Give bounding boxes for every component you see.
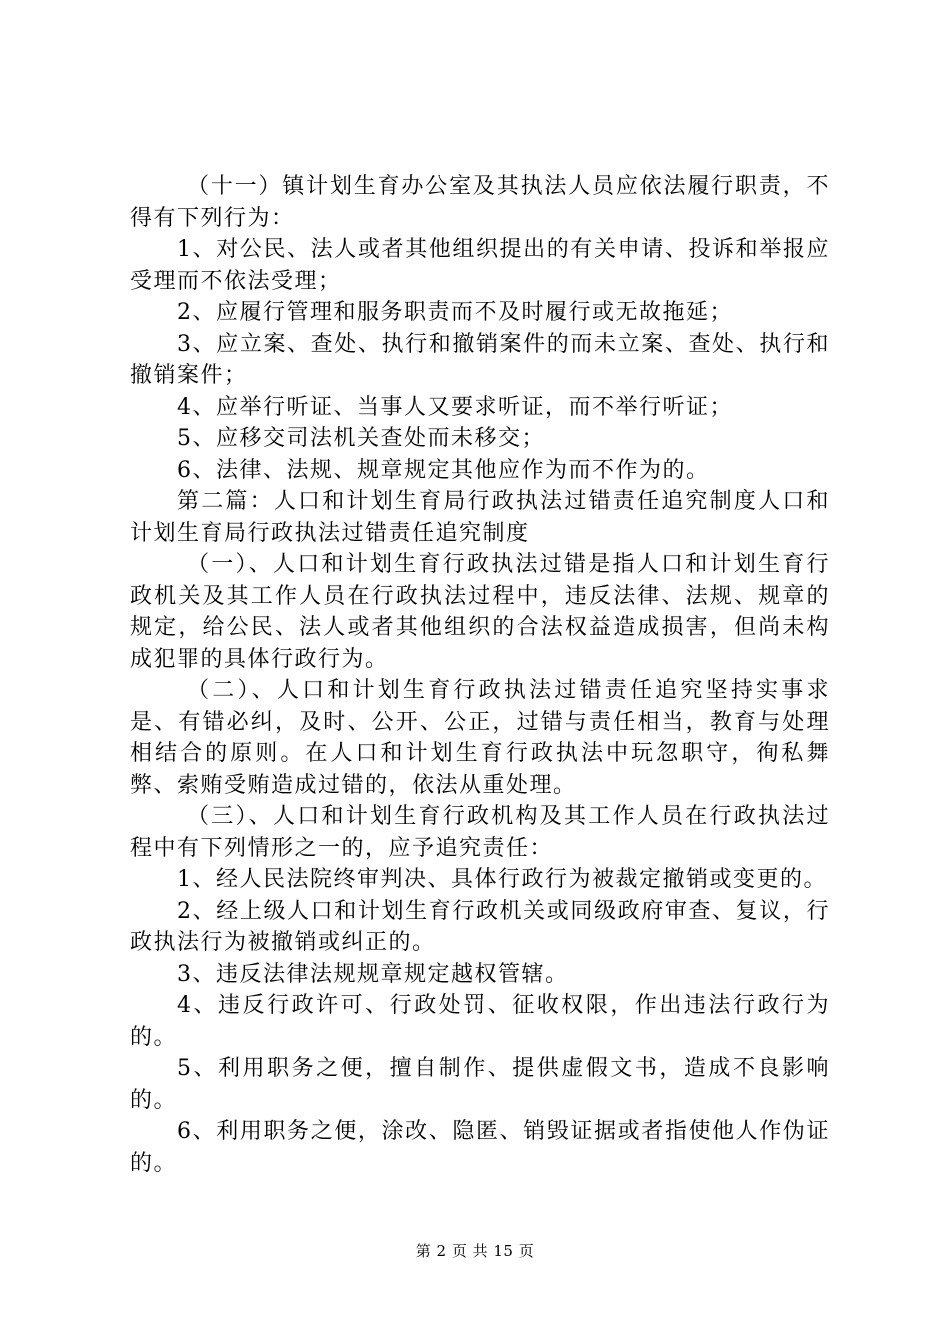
paragraph: 1、对公民、法人或者其他组织提出的有关申请、投诉和举报应受理而不依法受理； — [130, 237, 830, 294]
paragraph: 6、利用职务之便，涂改、隐匿、销毁证据或者指使他人作伪证的。 — [130, 1119, 830, 1176]
paragraph: 1、经人民法院终审判决、具体行政行为被裁定撤销或变更的。 — [177, 867, 827, 892]
page-footer: 第 2 页 共 15 页 — [415, 1242, 535, 1260]
paragraph: 5、应移交司法机关查处而未移交； — [177, 426, 545, 451]
paragraph: 3、应立案、查处、执行和撤销案件的而未立案、查处、执行和撤销案件； — [130, 331, 830, 388]
paragraph: 2、应履行管理和服务职责而不及时履行或无故拖延； — [177, 300, 733, 325]
paragraph: （一）、人口和计划生育行政执法过错是指人口和计划生育行政机关及其工作人员在行政执法过程中，违反法律、法规、规章的规定，给公民、法人或者其他组织的合法权益造成损害，但尚未构成犯罪的具体行政行为。 — [130, 552, 830, 672]
paragraph: 4、应举行听证、当事人又要求听证，而不举行听证； — [177, 394, 733, 420]
paragraph: （十一）镇计划生育办公室及其执法人员应依法履行职责，不得有下列行为： — [130, 174, 830, 231]
paragraph: 5、利用职务之便，擅自制作、提供虚假文书，造成不良影响的。 — [130, 1056, 830, 1113]
paragraph: 6、法律、法规、规章规定其他应作为而不作为的。 — [177, 457, 710, 483]
paragraph: （三）、人口和计划生育行政机构及其工作人员在行政执法过程中有下列情形之一的，应予追究责任： — [130, 804, 830, 861]
paragraph: （二）、人口和计划生育行政执法过错责任追究坚持实事求是、有错必纠，及时、公开、公正，过错与责任相当，教育与处理相结合的原则。在人口和计划生育行政执法中玩忽职守，徇私舞弊、索贿受贿造成过错的，依法从重处理。 — [130, 678, 830, 798]
paragraph: 4、违反行政许可、行政处罚、征收权限，作出违法行政行为的。 — [130, 993, 830, 1050]
paragraph: 3、违反法律法规规章规定越权管辖。 — [177, 961, 569, 987]
document-body — [130, 171, 830, 1179]
paragraph: 第二篇：人口和计划生育局行政执法过错责任追究制度人口和计划生育局行政执法过错责任追究制度 — [130, 489, 830, 546]
paragraph: 2、经上级人口和计划生育行政机关或同级政府审查、复议，行政执法行为被撤销或纠正的。 — [130, 898, 830, 955]
